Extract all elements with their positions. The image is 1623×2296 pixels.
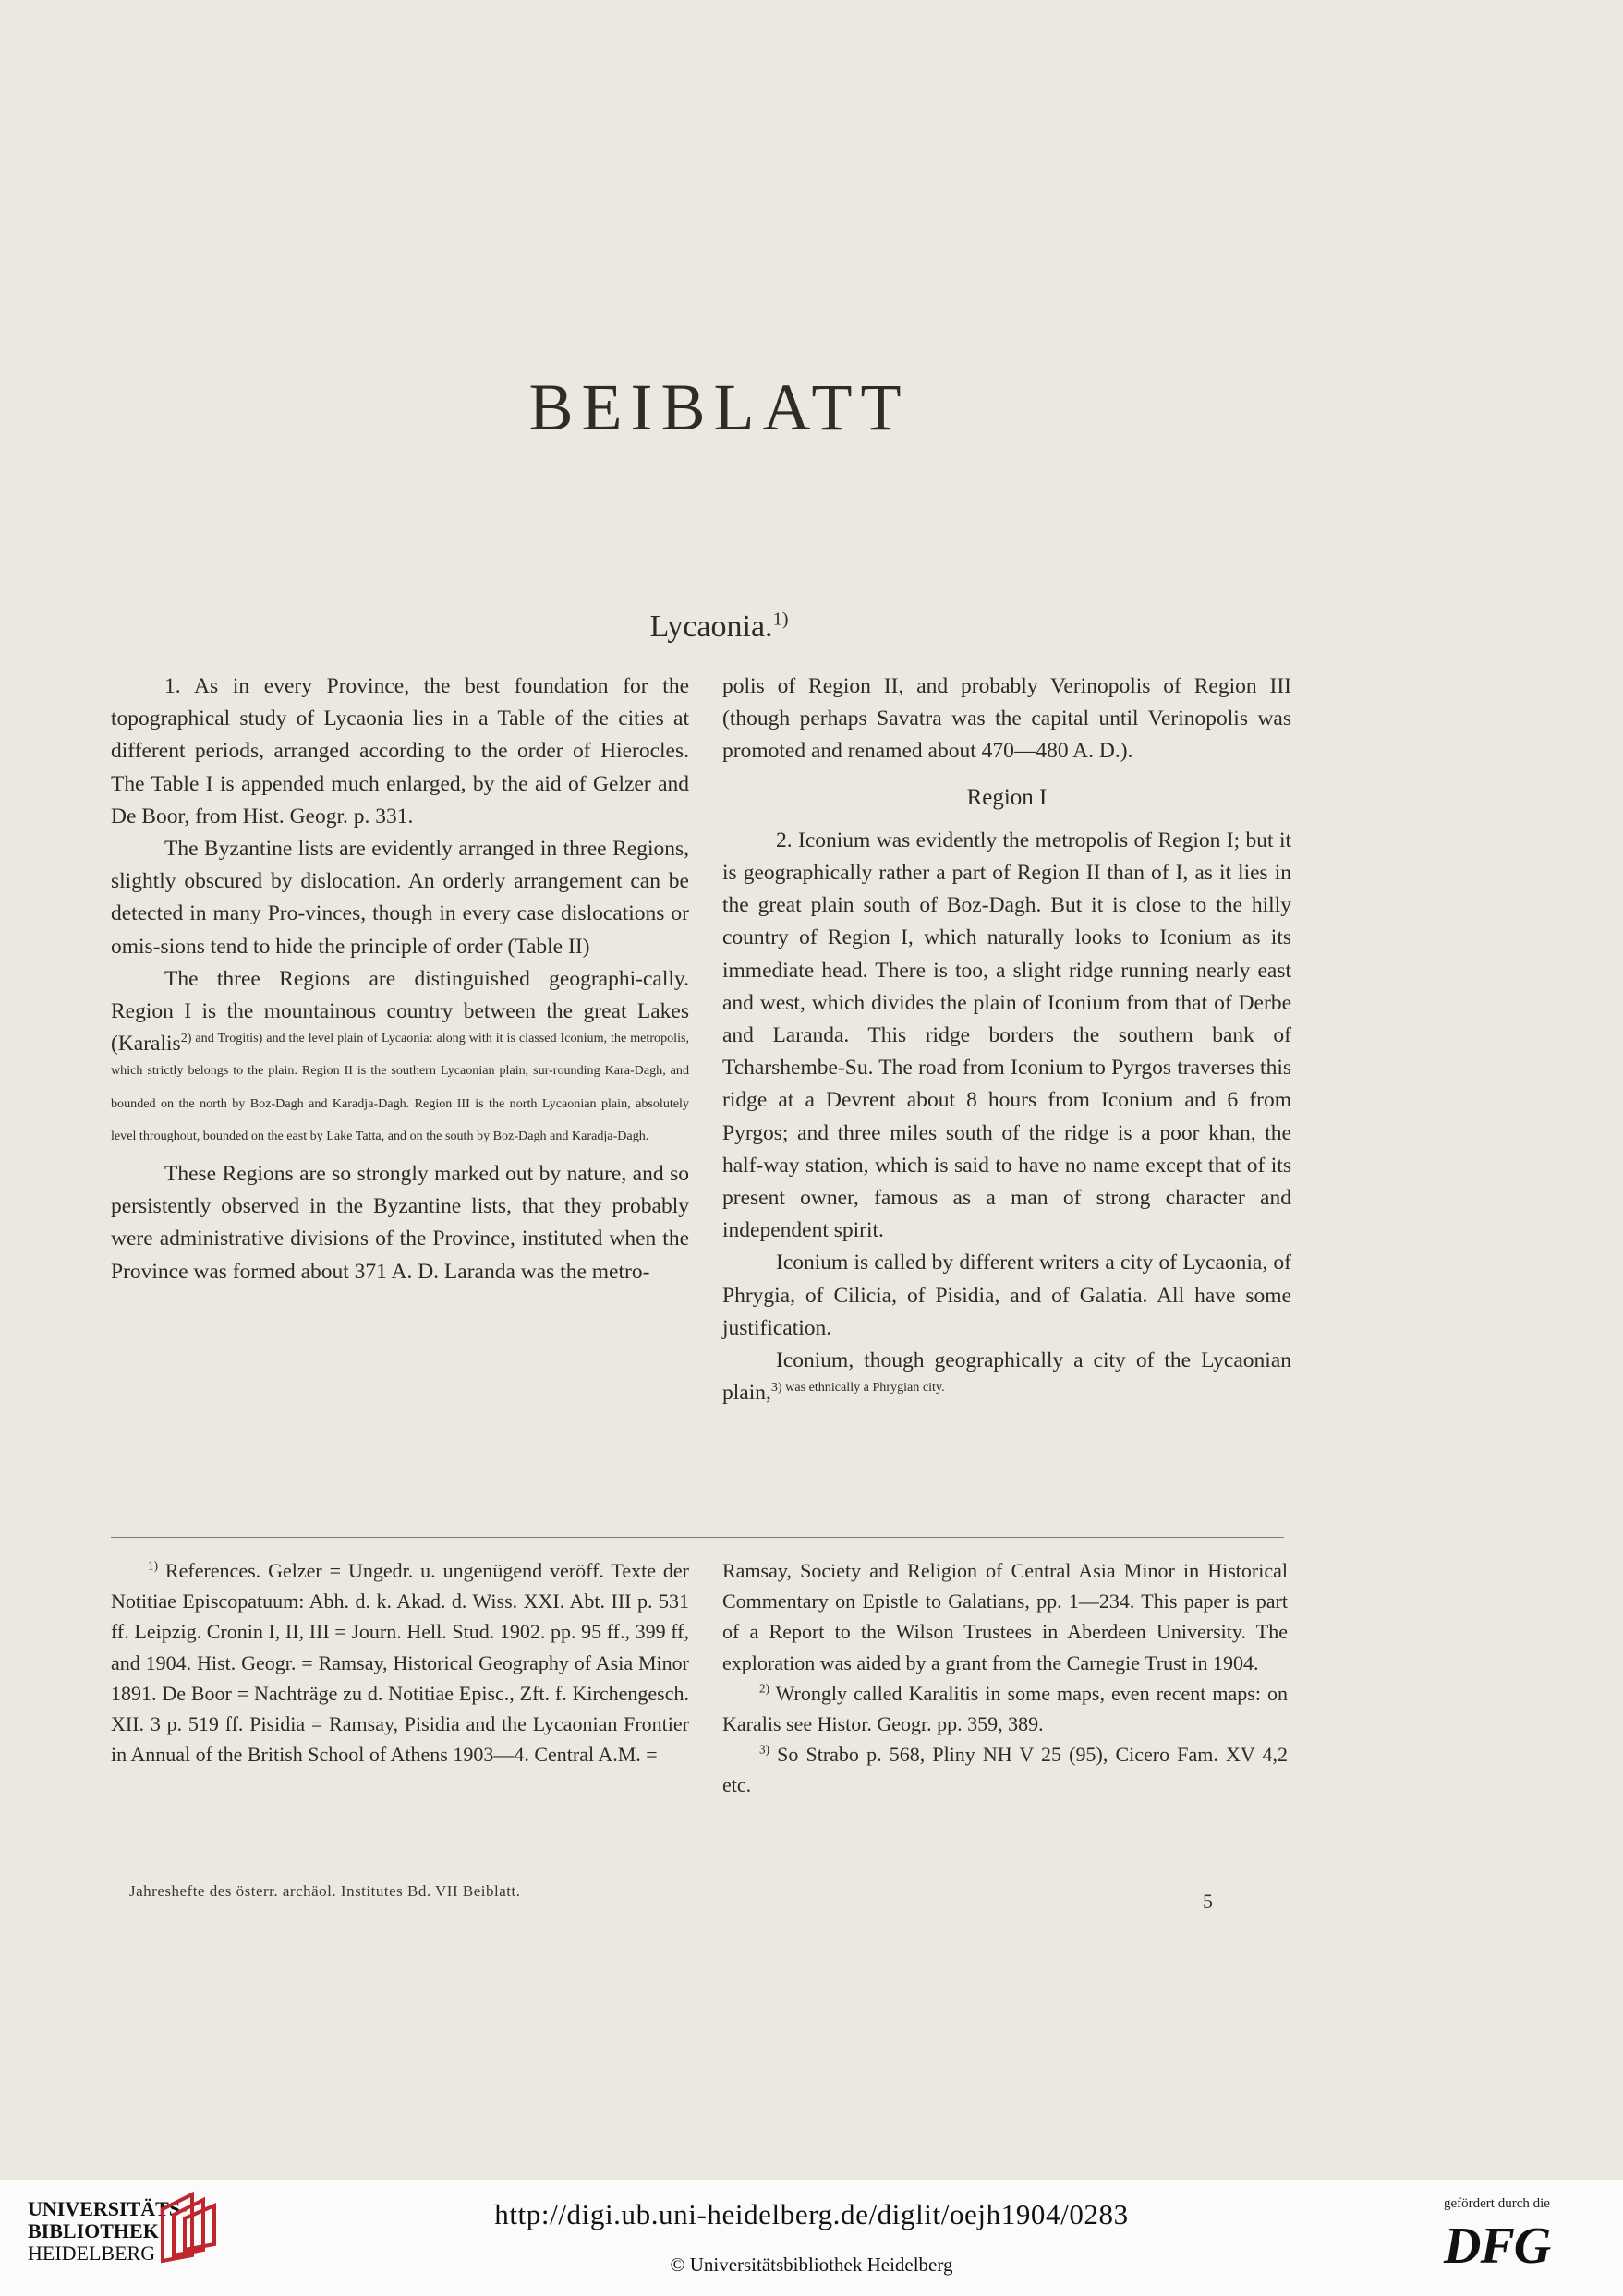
journal-signature: Jahreshefte des österr. archäol. Institutes Bd. VII Beiblatt. [129, 1882, 521, 1900]
source-url[interactable]: http://digi.ub.uni-heidelberg.de/diglit/oejh1904/0283 [494, 2198, 1129, 2230]
paragraph: Iconium is called by different writers a city of Lycaonia, of Phrygia, of Cilicia, of Pisidia, and of Galatia. All have some justification. [722, 1251, 1291, 1340]
paragraph: These Regions are so strongly marked out by nature, and so persistently observed in the Byzantine lists, that they probably were administrative divisions of the Province, instituted when the Province was formed about 371 A. D. Laranda was the metro- [111, 1162, 689, 1284]
digitization-banner [0, 2180, 1623, 2296]
footnote: Ramsay, Society and Religion of Central Asia Minor in Historical Commentary on Epistle to Galatians, pp. 1—234. This paper is part of a Report to the Wilson Trustees in Aberdeen University. The exploration was aided by a grant from the Carnegie Trust in 1904. [722, 1559, 1288, 1674]
paragraph-text: Iconium, though geographically a city of the Lycaonian plain, [722, 1348, 1291, 1406]
paragraph: The Byzantine lists are evidently arranged in three Regions, slightly obscured by dislocation. An orderly arrangement can be detected in many Pro-vinces, though in every case dislocations or omis-sions tend to hide the principle of order (Table II) [111, 837, 689, 959]
funder-caption: gefördert durch die [1444, 2196, 1550, 2211]
footnote [722, 1678, 1288, 1739]
footnote [722, 1739, 1288, 1800]
footnote-divider [111, 1537, 1284, 1538]
library-line: UNIVERSITÄTS- [28, 2197, 188, 2220]
paragraph: 2. Iconium was evidently the metropolis of Region I; but it is geographically rather a part of Region II than of I, as it lies in the great plain south of Boz-Dagh. But it is close to the hilly country of Region I, which naturally looks to Iconium as its immediate head. There is too, a slight ridge running nearly east and west, which divides the plain of Iconium from that of Derbe and Laranda. This ridge borders the southern bank of Tcharshembe-Su. The road from Iconium to Pyrgos traverses this ridge at a Devrent about 8 hours from Iconium and 6 from Pyrgos; and three miles south of the ridge is a poor khan, the half-way station, which is said to have no name except that of its present owner, famous as a man of strong character and independent spirit. [722, 828, 1291, 1243]
footnote-text: Wrongly called Karalitis in some maps, even recent maps: on Karalis see Histor. Geogr. pp. 359, 389. [722, 1681, 1288, 1736]
left-column [111, 671, 689, 1288]
dfg-logo: DFG [1444, 2217, 1551, 2275]
page-number: 5 [1203, 1890, 1213, 1913]
right-column [722, 671, 1291, 1409]
paragraph: 1. As in every Province, the best foundation for the topographical study of Lycaonia lies in a Table of the cities at different periods, arranged according to the order of Hierocles. The Table I is appended much enlarged, by the aid of Gelzer and De Boor, from Hist. Geogr. p. 331. [111, 674, 689, 828]
paragraph-text: 2) and Trogitis) and the level plain of Lycaonia: along with it is classed Iconium, the metropolis, which strictly belongs to the plain. Region II is the southern Lycaonian plain, sur-rounding Kara-Dagh, and bounded on the north by Boz-Dagh and Karadja-Dagh. Region III is the north Lycaonian plain, absolutely level throughout, bounded on the east by Lake Tatta, and on the south by Boz-Dagh and Karadja-Dagh. [111, 1031, 689, 1144]
article-title [0, 610, 1438, 645]
copyright-notice: © Universitätsbibliothek Heidelberg [670, 2254, 953, 2276]
footnote-text: So Strabo p. 568, Pliny NH V 25 (95), Cicero Fam. XV 4,2 etc. [722, 1743, 1288, 1797]
page-heading: BEIBLATT [528, 370, 910, 444]
footnote-text: References. Gelzer = Ungedr. u. ungenügend veröff. Texte der Notitiae Episcopatuum: Abh. d. k. Akad. d. Wiss. XXI. Abt. III p. 531 ff. Leipzig. Cronin I, II, III = Journ. Hell. Stud. 1902. pp. 95 ff., 399 ff, and 1904. Hist. Geogr. = Ramsay, Historical Geography of Asia Minor 1891. De Boor = Nachträge zu d. Notitiae Episc., Zft. f. Kirchengesch. XII. 3 p. 519 ff. Pisidia = Ramsay, Pisidia and the Lycaonian Frontier in Annual of the British School of Athens 1903—4. Central A.M. = [111, 1559, 689, 1767]
paragraph-text: The three Regions are distinguished geographi-cally. Region I is the mountainous country between the great Lakes (Karalis [111, 966, 689, 1057]
footnote [111, 1555, 689, 1770]
paragraph [111, 963, 689, 1158]
paragraph [722, 1345, 1291, 1409]
section-heading: Region I [966, 784, 1048, 810]
footnote-number: 2) [759, 1681, 769, 1696]
library-line: BIBLIOTHEK [28, 2219, 159, 2242]
footnotes-right [722, 1555, 1288, 1801]
footnote-number: 3) [759, 1742, 769, 1757]
footnote-marker: 1) [772, 609, 789, 630]
article-title-text: Lycaonia. [649, 610, 773, 644]
paragraph: polis of Region II, and probably Verinopolis of Region III (though perhaps Savatra was the capital until Verinopolis was promoted and renamed about 470—480 A. D.). [722, 674, 1291, 764]
footnotes-left [111, 1555, 689, 1770]
library-line: HEIDELBERG [28, 2242, 156, 2265]
paragraph-text: 3) was ethnically a Phrygian city. [770, 1380, 945, 1396]
footnote-number: 1) [148, 1558, 158, 1573]
